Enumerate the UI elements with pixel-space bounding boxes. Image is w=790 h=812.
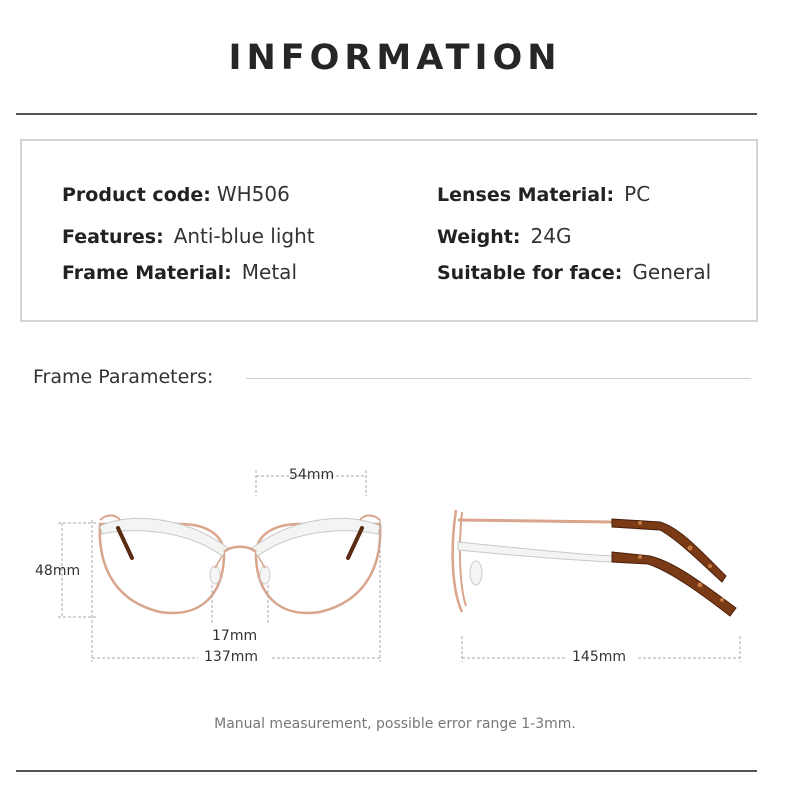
- spec-value: Metal: [241, 260, 297, 284]
- temple-length-label: 145mm: [572, 649, 626, 665]
- lens-height-label: 48mm: [35, 563, 81, 579]
- spec-label: Product code:: [62, 184, 211, 206]
- spec-label: Weight:: [437, 226, 521, 248]
- side-view-glasses-illustration: [453, 510, 736, 616]
- bridge-width-label: 17mm: [212, 628, 258, 644]
- lens-width-label: 54mm: [289, 467, 335, 483]
- spec-value: WH506: [216, 182, 290, 206]
- spec-value: General: [632, 260, 712, 284]
- spec-value: PC: [624, 182, 651, 206]
- spec-label: Frame Material:: [62, 262, 232, 284]
- frame-width-label: 137mm: [204, 649, 258, 665]
- spec-label: Suitable for face:: [437, 262, 623, 284]
- page-title: INFORMATION: [228, 38, 562, 78]
- spec-value: 24G: [530, 224, 572, 248]
- spec-label: Lenses Material:: [437, 184, 615, 206]
- spec-label: Features:: [62, 226, 164, 248]
- front-view-glasses-illustration: [100, 516, 380, 613]
- measurement-note: Manual measurement, possible error range 1-3mm.: [214, 716, 576, 732]
- bottom-divider: [16, 770, 757, 772]
- spec-value: Anti-blue light: [173, 224, 315, 248]
- frame-parameters-label: Frame Parameters:: [33, 366, 214, 388]
